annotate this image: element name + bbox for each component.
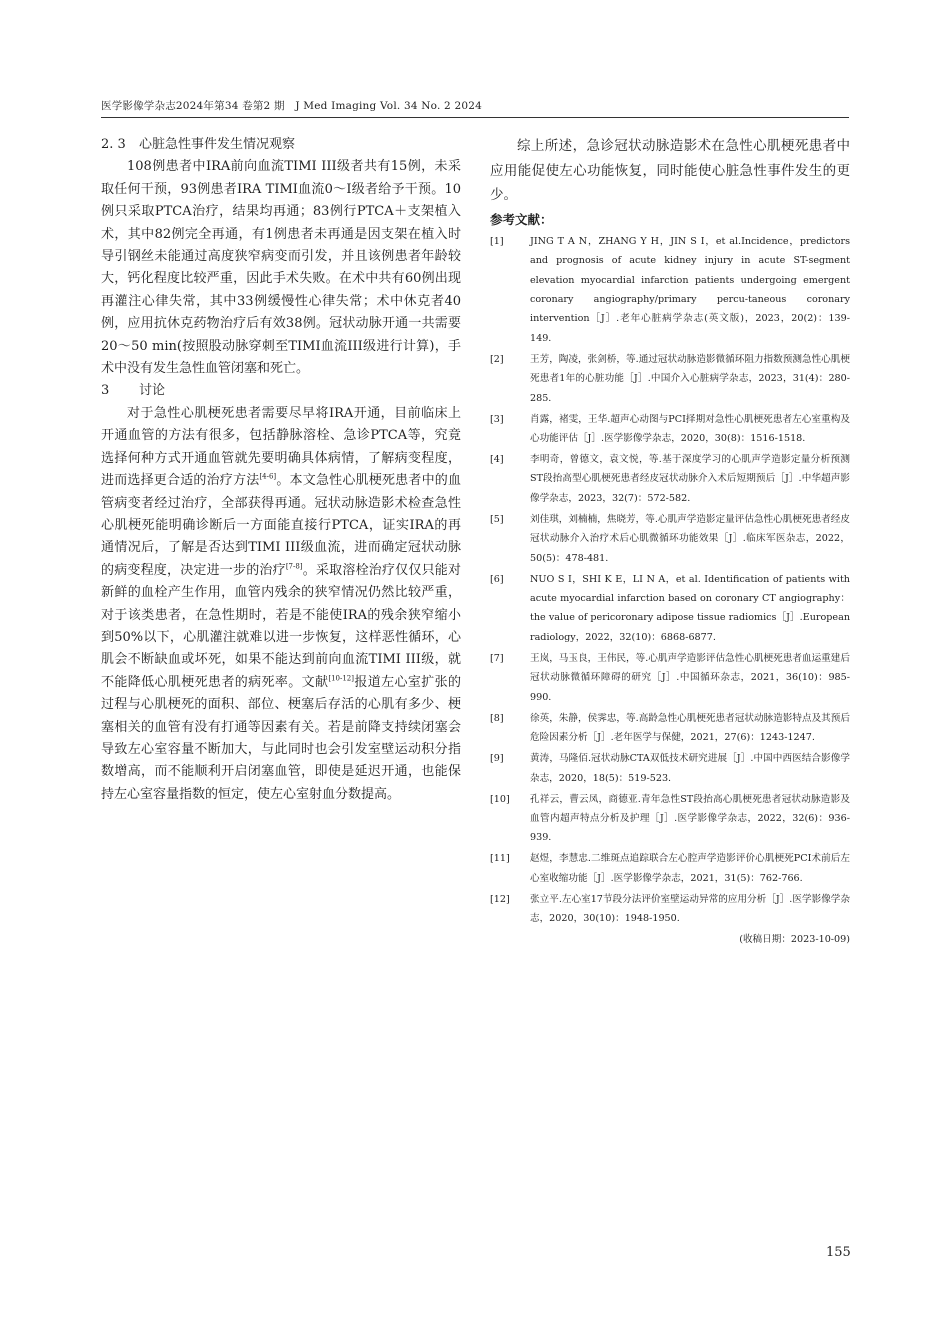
reference-list bbox=[490, 232, 850, 929]
section-2-3-heading bbox=[101, 134, 461, 156]
reference-number: [6] bbox=[490, 573, 504, 585]
section-2-3-number: 2. 3 bbox=[101, 137, 126, 152]
section-2-3-title: 心脏急性事件发生情况观察 bbox=[139, 137, 296, 152]
reference-number: [2] bbox=[490, 353, 504, 365]
citation-7-8: [7-8] bbox=[285, 562, 303, 571]
reference-text: 黄涛，马隆佰.冠状动脉CTA双低技术研究进展［J］.中国中西医结合影像学杂志，2020，18(5)：519-523. bbox=[530, 753, 850, 784]
reference-text: 赵煜，李慧忠.二维斑点追踪联合左心腔声学造影评价心肌梗死PCI术前后左心室收缩功能［J］.医学影像学杂志，2021，31(5)：762-766. bbox=[530, 853, 850, 884]
reference-item bbox=[490, 450, 850, 508]
reference-text: 刘佳琪，刘楠楠，焦晓芳，等.心肌声学造影定量评估急性心肌梗死患者经皮冠状动脉介入治疗术后心肌微循环功能效果［J］.临床军医杂志，2022，50(5)：478-481. bbox=[530, 513, 850, 564]
reference-item bbox=[490, 410, 850, 449]
section-3-number: 3 bbox=[101, 383, 110, 399]
reference-text: 徐英，朱静，侯霁忠，等.高龄急性心肌梗死患者冠状动脉造影特点及其预后危险因素分析［J］.老年医学与保健，2021，27(6)：1243-1247. bbox=[530, 712, 850, 744]
reference-text: 肖露，褚雯，王华.超声心动图与PCI择期对急性心肌梗死患者左心室重构及心功能评估［J］.医学影像学杂志，2020，30(8)：1516-1518. bbox=[530, 413, 850, 445]
reference-number: [5] bbox=[490, 513, 504, 525]
running-title: 医学影像学杂志2024年第34 卷第2 期 J Med Imaging Vol. 34 No. 2 2024 bbox=[101, 100, 482, 112]
conclusion-paragraph: 综上所述，急诊冠状动脉造影术在急性心肌梗死患者中应用能促使左心功能恢复，同时能使心脏急性事件发生的更少。 bbox=[490, 138, 850, 204]
reference-number: [12] bbox=[490, 893, 510, 905]
header-rule bbox=[101, 117, 849, 118]
page-number: 155 bbox=[826, 1245, 851, 1260]
running-header bbox=[101, 98, 861, 113]
right-column bbox=[490, 134, 850, 949]
discussion-text-2: 。本文急性心肌梗死患者中的血管病变者经过治疗，全部获得再通。冠状动脉造影术检查急性心肌梗死能明确诊断后一方面能直接行PTCA，证实IRA的再通情况后，了解是否达到TIMI III级血流，进而确定冠状动脉的病变程度，决定进一步的治疗 bbox=[101, 473, 461, 578]
reference-text: 王芳，陶凌，张剑桥，等.通过冠状动脉造影微循环阻力指数预测急性心肌梗死患者1年的心脏功能［J］.中国介入心脏病学杂志，2023，31(4)：280-285. bbox=[530, 353, 850, 404]
reference-text: 王岚，马玉良，王伟民，等.心肌声学造影评估急性心肌梗死患者血运重建后冠状动脉微循环障碍的研究［J］.中国循环杂志，2021，36(10)：985-990. bbox=[530, 652, 850, 703]
reference-number: [7] bbox=[490, 652, 504, 664]
discussion-text-4: 报道左心室扩张的过程与心肌梗死的面积、部位、梗塞后存活的心肌有多少、梗塞相关的血管有没有打通等因素有关。若是前降支持续闭塞会导致左心室容量不断加大，与此同时也会引发室壁运动积分指数增高，而不能顺利开启闭塞血管，即使是延迟开通，也能保持左心室容量指数的恒定，使左心室射血分数提高。 bbox=[101, 674, 461, 802]
discussion-paragraph bbox=[101, 403, 461, 806]
reference-item bbox=[490, 749, 850, 788]
reference-number: [10] bbox=[490, 793, 510, 805]
reference-text: JING T A N，ZHANG Y H，JIN S I，et al.Incidence，predictors and prognosis of acute kidney injury in acute ST-segment elevation myocardial infarction patients undergoing emergent coronary angiography/primary percu-taneous coronary intervention［J］.老年心脏病学杂志(英文版)，2023，20(2)：139-149. bbox=[530, 235, 850, 344]
reference-item bbox=[490, 790, 850, 848]
reference-number: [1] bbox=[490, 235, 504, 247]
reference-item bbox=[490, 649, 850, 707]
reference-item bbox=[490, 350, 850, 408]
reference-item bbox=[490, 510, 850, 568]
reference-text: 孔祥云，曹云凤，商德亚.青年急性ST段抬高心肌梗死患者冠状动脉造影及血管内超声特点分析及护理［J］.医学影像学杂志，2022，32(6)：936-939. bbox=[530, 793, 850, 844]
reference-item bbox=[490, 890, 850, 929]
discussion-text-1: 对于急性心肌梗死患者需要尽早将IRA开通，目前临床上开通血管的方法有很多，包括静脉溶栓、急诊PTCA等，究竟选择何种方式开通血管就先要明确具体病情，了解病变程度，进而选择更合适的治疗方法 bbox=[101, 405, 461, 489]
citation-4-6: [4-6] bbox=[259, 472, 277, 481]
citation-10-12: [10-12] bbox=[328, 674, 354, 683]
reference-text: 张立平.左心室17节段分法评价室壁运动异常的应用分析［J］.医学影像学杂志，2020，30(10)：1948-1950. bbox=[530, 893, 850, 925]
discussion-text-3: 。采取溶栓治疗仅仅只能对新鲜的血栓产生作用，血管内残余的狭窄情况仍然比较严重，对于该类患者，在急性期时，若是不能使IRA的残余狭窄缩小到50%以下，心肌灌注就难以进一步恢复，这样恶性循环，心肌会不断缺血或坏死，如果不能达到前向血流TIMI III级，就不能降低心肌梗死患者的病死率。文献 bbox=[101, 562, 461, 690]
left-column bbox=[101, 134, 461, 806]
reference-text: 李明奇，曾德文，袁文悦，等.基于深度学习的心肌声学造影定量分析预测ST段抬高型心肌梗死患者经皮冠状动脉介入术后短期预后［J］.中华超声影像学杂志，2023，32(7)：572-582. bbox=[530, 454, 850, 504]
references-title: 参考文献： bbox=[490, 211, 553, 227]
reference-item bbox=[490, 849, 850, 888]
reference-item bbox=[490, 232, 850, 348]
reference-number: [4] bbox=[490, 454, 504, 466]
reference-number: [8] bbox=[490, 712, 504, 724]
reference-item bbox=[490, 570, 850, 648]
reference-text: NUO S I，SHI K E，LI N A，et al. Identification of patients with acute myocardial infarction based on coronary CT angiography：the value of pericoronary adipose tissue radiomics［J］.European radiology，2022，32(10)：6868-6877. bbox=[530, 573, 850, 643]
section-3-title: 讨论 bbox=[139, 383, 166, 399]
received-date: (收稿日期：2023-10-09) bbox=[739, 934, 850, 946]
reference-number: [11] bbox=[490, 853, 510, 865]
section-2-3-paragraph: 108例患者中IRA前向血流TIMI III级者共有15例，未采取任何干预，93例患者IRA TIMI血流0～I级者给予干预。10例只采取PTCA治疗，结果均再通；83例行PTCA＋支架植入术，其中82例完全再通，有1例患者未再通是因支架在植入时导引钢丝未能通过高度狭窄病变而引发，并且该例患者年龄较大，钙化程度比较严重，因此手术失败。在术中共有60例出现再灌注心律失常，其中33例缓慢性心律失常；术中休克者40例，应用抗休克药物治疗后有效38例。冠状动脉开通一共需要20～50 min(按照股动脉穿刺至TIMI血流III级进行计算)，手术中没有发生急性血管闭塞和死亡。 bbox=[101, 159, 461, 377]
reference-item bbox=[490, 709, 850, 748]
reference-number: [9] bbox=[490, 753, 504, 765]
section-3-heading bbox=[101, 380, 461, 402]
reference-number: [3] bbox=[490, 413, 504, 425]
